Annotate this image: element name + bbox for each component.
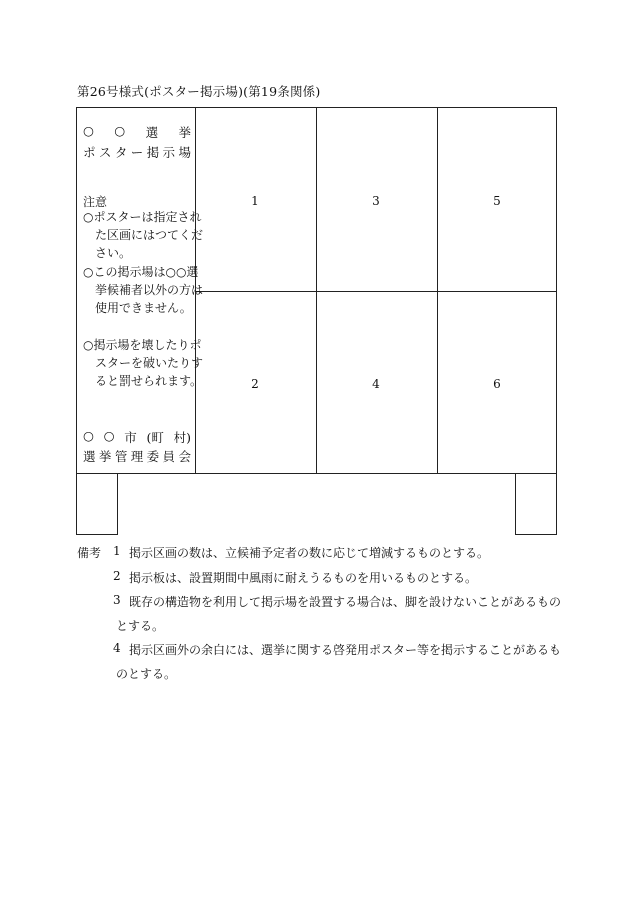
poster-cell-number: 2 [251, 377, 259, 391]
remark-number: 2 [113, 569, 121, 583]
poster-cell-number: 5 [493, 194, 501, 208]
remark-text: 掲示板は、設置期間中風雨に耐えうるものを用いるものとする。 [129, 571, 478, 585]
remark-number: 1 [113, 544, 121, 558]
poster-cell-number: 3 [372, 194, 380, 208]
notice-title: 注意 [83, 195, 108, 209]
remark-text: 掲示区画の数は、立候補予定者の数に応じて増減するものとする。 [129, 546, 490, 560]
remark-text: 既存の構造物を利用して掲示場を設置する場合は、脚を設けないことがあるもの [129, 595, 562, 609]
poster-cell-number: 4 [372, 377, 380, 391]
notice-item: ○掲示場を壊したりポスターを破いたりすると罰せられます。 [83, 338, 204, 388]
board-leg-left [76, 474, 118, 535]
board-divider [195, 291, 556, 292]
remark-number: 4 [113, 641, 121, 655]
board-header-line2: ポ ス タ ー 掲 示 場 [83, 145, 191, 160]
notice-item: ○この掲示場は○○選挙候補者以外の方は使用できません。 [83, 265, 204, 315]
form-title: 第26号様式(ポスター掲示場)(第19条関係) [77, 84, 321, 99]
notice-item: ○ポスターは指定された区画にはつてください。 [83, 210, 204, 260]
remark-text: 掲示区画外の余白には、選挙に関する啓発用ポスター等を掲示することがあるも [129, 643, 562, 657]
board-leg-right [515, 474, 557, 535]
remark-text-continued: とする。 [116, 619, 165, 633]
remark-number: 3 [113, 593, 121, 607]
remarks-label: 備考 [77, 546, 102, 560]
board-footer-line2: 選 挙 管 理 委 員 会 [83, 449, 191, 464]
remark-text-continued: のとする。 [116, 667, 177, 681]
poster-board [76, 107, 557, 474]
board-footer-line1: ○ ○ 市 (町 村) [83, 428, 191, 445]
poster-cell-number: 1 [251, 194, 259, 208]
board-header-line1: ○ ○ 選 挙 [83, 123, 191, 140]
poster-cell-number: 6 [493, 377, 501, 391]
